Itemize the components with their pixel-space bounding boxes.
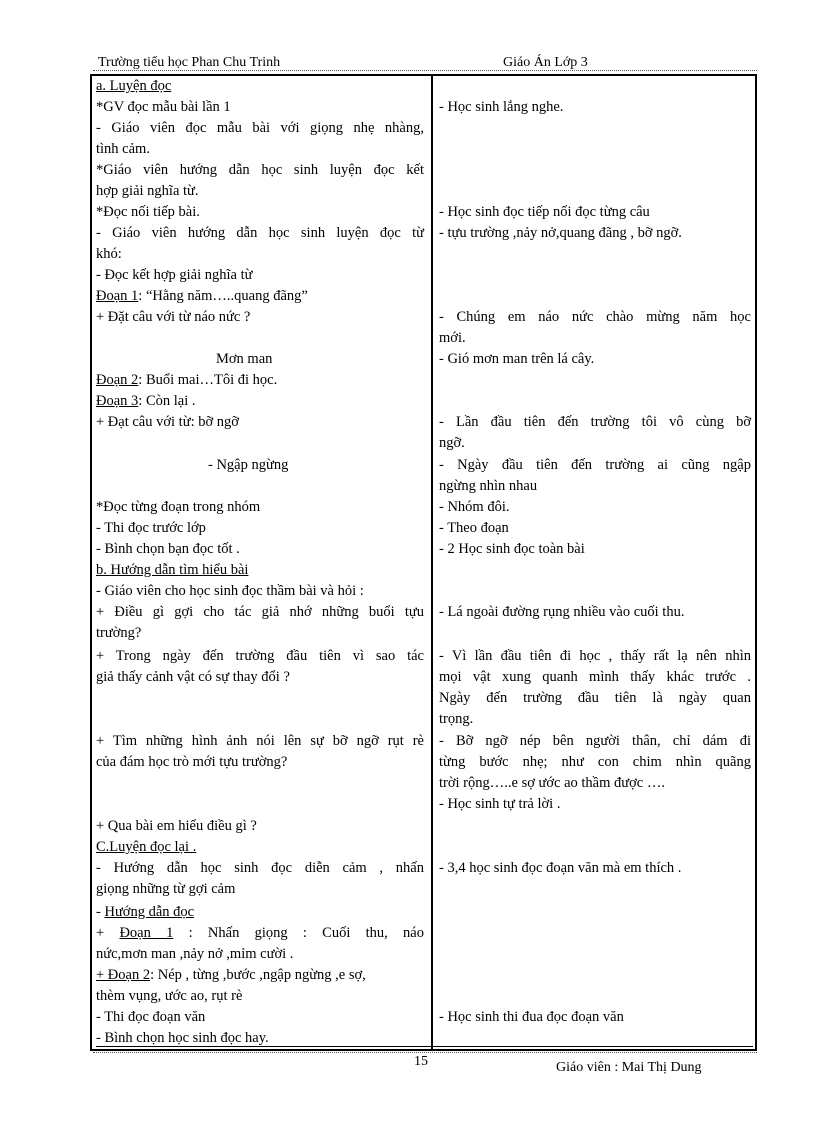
right-line: mọi vật xung quanh mình thấy khác trước . [439, 669, 751, 685]
left-line: - Bình chọn bạn đọc tốt . [96, 541, 240, 557]
right-line: - Học sinh thi đua đọc đoạn văn [439, 1009, 624, 1025]
paragraph-2-label: Đoạn 2: Buổi mai…Tôi đi học. [96, 372, 278, 388]
left-line: tình cảm. [96, 141, 150, 157]
right-line: ngỡ. [439, 435, 465, 451]
answer-2: - Vì lần đầu tiên đi học , thấy rất lạ nên nhìn [439, 648, 751, 664]
right-line: từng bước nhẹ; như con chim nhìn quãng [439, 754, 751, 770]
left-line: - Giáo viên hướng dẫn học sinh luyện đọc từ [96, 225, 424, 241]
document-title: Giáo Án Lớp 3 [503, 55, 588, 70]
footer-rule [93, 1052, 757, 1053]
answer-4: - Học sinh tự trả lời . [439, 796, 561, 812]
question-1: + Điều gì gợi cho tác giả nhớ những buổi tựu [96, 604, 424, 620]
column-divider [431, 74, 433, 1051]
vocab-word: - Ngập ngừng [208, 457, 289, 473]
right-line: - 3,4 học sinh đọc đoạn văn mà em thích . [439, 860, 682, 876]
left-line: *GV đọc mẫu bài lần 1 [96, 99, 231, 115]
right-line: - Học sinh đọc tiếp nối đọc từng câu [439, 204, 650, 220]
paragraph-3-label: Đoạn 3: Còn lại . [96, 393, 196, 409]
question-4: + Qua bài em hiểu điều gì ? [96, 818, 257, 834]
right-line: - Chúng em náo nức chào mừng năm học [439, 309, 751, 325]
left-line: *Đọc từng đoạn trong nhóm [96, 499, 261, 515]
left-line: - Hướng dẫn học sinh đọc diễn cảm , nhấn [96, 860, 424, 876]
left-line: - Thi đọc đoạn văn [96, 1009, 206, 1025]
right-line: - Học sinh lắng nghe. [439, 99, 564, 115]
left-line: - Đọc kết hợp giải nghĩa từ [96, 267, 253, 283]
left-line: - Thi đọc trước lớp [96, 520, 206, 536]
left-line: thèm vụng, ước ao, rụt rè [96, 988, 243, 1004]
page-number: 15 [414, 1054, 428, 1069]
section-b-heading: b. Hướng dẫn tìm hiểu bài [96, 562, 249, 578]
left-line: của đám học trò mới tựu trường? [96, 754, 288, 770]
question-3: + Tìm những hình ảnh nói lên sự bỡ ngỡ rụt rè [96, 733, 424, 749]
right-line: trọng. [439, 711, 474, 727]
school-name: Trường tiểu học Phan Chu Trinh [98, 55, 281, 70]
left-line: + Đạt câu với từ: bỡ ngỡ [96, 414, 239, 430]
vocab-word: Mơn man [216, 351, 273, 367]
left-line: + Đặt câu với từ náo nức ? [96, 309, 251, 325]
header-rule [93, 70, 757, 71]
right-line: - tựu trường ,nảy nở,quang đãng , bỡ ngỡ. [439, 225, 682, 241]
left-line: *Giáo viên hướng dẫn học sinh luyện đọc kết [96, 162, 424, 178]
section-c-heading: C.Luyện đọc lại . [96, 839, 197, 855]
right-line: - 2 Học sinh đọc toàn bài [439, 541, 585, 557]
section-a-heading: a. Luyện đọc [96, 78, 172, 94]
right-line: - Lần đầu tiên đến trường tôi vô cùng bỡ [439, 414, 751, 430]
right-line: ngừng nhìn nhau [439, 478, 538, 494]
paragraph-2-guide: + Đoạn 2: Nép , từng ,bước ,ngập ngừng ,e sợ, [96, 967, 366, 983]
right-line: - Theo đoạn [439, 520, 509, 536]
teacher-name: Giáo viên : Mai Thị Dung [556, 1060, 702, 1075]
right-line: trời rộng…..e sợ ước ao thầm được …. [439, 775, 665, 791]
left-line: giọng những từ gợi cảm [96, 881, 236, 897]
right-line: mới. [439, 330, 466, 346]
answer-3: - Bỡ ngỡ nép bên người thân, chỉ dám đi [439, 733, 751, 749]
left-line: - Giáo viên cho học sinh đọc thầm bài và hỏi : [96, 583, 364, 599]
answer-1: - Lá ngoài đường rụng nhiều vào cuối thu. [439, 604, 685, 620]
right-line: - Gió mơn man trên lá cây. [439, 351, 595, 367]
right-line: - Ngày đầu tiên đến trường ai cũng ngập [439, 457, 751, 473]
question-2: + Trong ngày đến trường đầu tiên vì sao tác [96, 648, 424, 664]
right-line: Ngày đến trường đầu tiên là ngày quan [439, 690, 751, 706]
paragraph-1-guide: + Đoạn 1 : Nhấn giọng : Cuối thu, náo [96, 925, 424, 941]
left-line: trường? [96, 625, 142, 641]
left-line: giả thấy cảnh vật có sự thay đổi ? [96, 669, 290, 685]
left-line: hợp giải nghĩa từ. [96, 183, 199, 199]
left-line: khó: [96, 246, 122, 262]
left-line: nức,mơn man ,nảy nở ,mỉm cười . [96, 946, 294, 962]
paragraph-1-label: Đoạn 1: “Hằng năm…..quang đãng” [96, 288, 308, 304]
left-line: - Giáo viên đọc mẫu bài với giọng nhẹ nhàng, [96, 120, 424, 136]
left-line: *Đọc nối tiếp bài. [96, 204, 200, 220]
left-line: - Bình chọn học sinh đọc hay. [96, 1030, 269, 1046]
reading-guide-heading: - Hướng dẫn đọc [96, 904, 195, 920]
right-line: - Nhóm đôi. [439, 499, 510, 515]
